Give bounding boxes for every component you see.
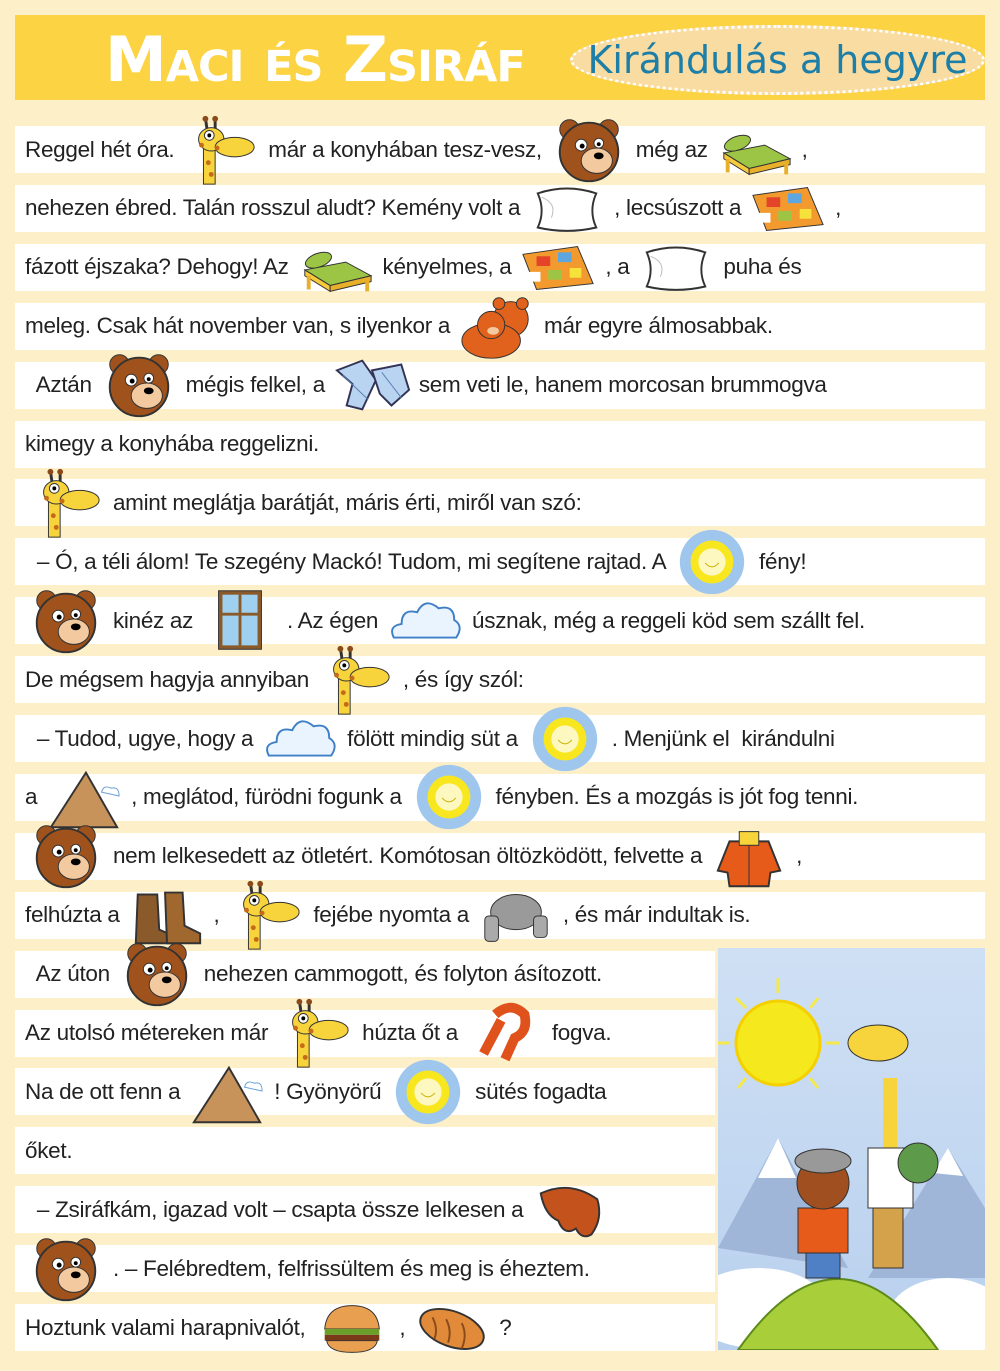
- scarf-icon: [466, 998, 544, 1068]
- story-text-segment: puha és: [717, 254, 802, 280]
- story-text-segment: , és így szól:: [396, 666, 524, 692]
- story-text-segment: fogva.: [545, 1020, 612, 1045]
- story-line: [15, 1245, 715, 1292]
- story-text-segment: húzta őt a: [356, 1020, 464, 1045]
- story-text-segment: felhúzta a: [25, 902, 126, 928]
- pillow-icon: [637, 232, 715, 302]
- story-line: [15, 833, 985, 880]
- story-text-segment: kényelmes, a: [376, 254, 518, 280]
- sun-icon: [673, 527, 751, 597]
- giraffe-icon: [182, 115, 260, 185]
- story-text-segment: ?: [493, 1314, 512, 1340]
- story-line: [15, 185, 985, 232]
- bear-icon: [118, 939, 196, 1009]
- story-text-segment: , és már indultak is.: [556, 902, 751, 928]
- story-text-segment: . – Felébredtem, felfrissültem és meg is éheztem.: [107, 1255, 590, 1281]
- mountain-icon: [188, 1057, 266, 1127]
- story-text-segment: fény!: [753, 548, 807, 574]
- story-text-segment: – Zsiráfkám, igazad volt – csapta össze lelkesen a: [25, 1196, 530, 1222]
- subtitle-oval: [570, 25, 985, 95]
- mitten-icon: [531, 1175, 609, 1245]
- story-text-segment: . Az égen: [281, 607, 385, 633]
- story-text-segment: , a: [599, 254, 636, 280]
- story-line: [15, 1127, 715, 1174]
- story-text-segment: sem veti le, hanem morcosan brummogva: [412, 372, 827, 398]
- story-line: [15, 538, 985, 585]
- story-text-segment: úsznak, még a reggeli köd sem szállt fel.: [466, 607, 865, 633]
- header-banner: [15, 15, 985, 100]
- story-text-segment: már egyre álmosabbak.: [538, 313, 773, 339]
- bed-icon: [297, 232, 375, 302]
- story-text-segment: ,: [829, 195, 842, 221]
- story-text-segment: meleg. Csak hát november van, s ilyenkor a: [25, 313, 457, 339]
- story-line: [15, 479, 985, 526]
- story-line: [15, 951, 715, 998]
- story-text-segment: nehezen ébred. Talán rosszul aludt? Kemény volt a: [25, 195, 527, 221]
- story-text-segment: Na de ott fenn a: [25, 1078, 187, 1104]
- story-line: [15, 892, 985, 939]
- giraffe-icon: [276, 998, 354, 1068]
- story-text-segment: Aztán: [25, 372, 98, 398]
- sun-icon: [410, 762, 488, 832]
- giraffe-icon: [227, 880, 305, 950]
- story-line: [15, 656, 985, 703]
- story-text-segment: már a konyhában tesz-vesz,: [262, 136, 548, 162]
- bears-icon: [458, 291, 536, 361]
- story-text-segment: fényben. És a mozgás is jót fog tenni.: [489, 784, 859, 810]
- story-text-segment: mégis felkel, a: [179, 372, 331, 398]
- story-text-segment: ,: [790, 843, 803, 869]
- story-text-segment: ,: [207, 902, 226, 928]
- story-text-segment: kinéz az: [107, 607, 200, 633]
- story-line: [15, 774, 985, 821]
- story-text-segment: , lecsúszott a: [608, 195, 748, 221]
- story-line: [15, 244, 985, 291]
- cloud-icon: [261, 704, 339, 774]
- jacket-icon: [710, 821, 788, 891]
- story-text-segment: Az úton: [25, 961, 116, 987]
- burger-icon: [313, 1293, 391, 1363]
- story-text-segment: ,: [393, 1314, 412, 1340]
- page-subtitle: Kirándulás a hegyre: [587, 38, 968, 82]
- window-icon: [201, 586, 279, 656]
- story-text-segment: Az utolsó métereken már: [25, 1020, 275, 1045]
- bear-icon: [27, 586, 105, 656]
- illustration-bear-and-giraffe-on-mountain: [718, 948, 985, 1350]
- story-text-segment: – Tudod, ugye, hogy a: [25, 725, 260, 751]
- cloud-icon: [386, 586, 464, 656]
- story-text-segment: őket.: [25, 1137, 73, 1163]
- story-text-segment: Reggel hét óra.: [25, 136, 181, 162]
- blanket-icon: [749, 173, 827, 243]
- story-text-segment: , meglátod, fürödni fogunk a: [125, 784, 408, 810]
- story-text-segment: a: [25, 784, 44, 810]
- story-line: [15, 715, 985, 762]
- page-title: Maci és Zsiráf: [105, 23, 525, 96]
- story-text-segment: sütés fogadta: [469, 1078, 607, 1104]
- story-text-segment: kimegy a konyhába reggelizni.: [25, 431, 319, 456]
- story-text-segment: ,: [795, 136, 808, 162]
- story-text-segment: nem lelkesedett az ötletért. Komótosan öltözködött, felvette a: [107, 843, 709, 869]
- story-text-segment: De mégsem hagyja annyiban: [25, 666, 315, 692]
- story-text-segment: fölött mindig süt a: [341, 725, 524, 751]
- story-text-segment: ! Gyönyörű: [268, 1078, 388, 1104]
- story-line: [15, 362, 985, 409]
- story-text-segment: Hoztunk valami harapnivalót,: [25, 1314, 312, 1340]
- story-text-segment: nehezen cammogott, és folyton ásítozott.: [197, 961, 602, 987]
- story-line: [15, 303, 985, 350]
- story-line: [15, 1304, 715, 1351]
- story-line: [15, 421, 985, 468]
- sun-icon: [389, 1057, 467, 1127]
- story-line: [15, 597, 985, 644]
- story-text-segment: fázott éjszaka? Dehogy! Az: [25, 254, 295, 280]
- story-line: [15, 1068, 715, 1115]
- story-text-segment: még az: [629, 136, 714, 162]
- bread-icon: [413, 1293, 491, 1363]
- story-text-segment: fejébe nyomta a: [307, 902, 475, 928]
- bear-icon: [100, 350, 178, 420]
- story-text-segment: . Menjünk el kirándulni: [605, 725, 835, 751]
- pajamas-icon: [333, 350, 411, 420]
- story-line: [15, 126, 985, 173]
- story-text-segment: – Ó, a téli álom! Te szegény Mackó! Tudom, mi segítene rajtad. A: [25, 548, 672, 574]
- hat-icon: [477, 880, 555, 950]
- sun-icon: [526, 704, 604, 774]
- bear-icon: [27, 1234, 105, 1304]
- story-line: [15, 1186, 715, 1233]
- bear-icon: [27, 821, 105, 891]
- story-text-segment: amint meglátja barátját, máris érti, miről van szó:: [107, 489, 582, 515]
- giraffe-icon: [27, 468, 105, 538]
- story-line: [15, 1010, 715, 1057]
